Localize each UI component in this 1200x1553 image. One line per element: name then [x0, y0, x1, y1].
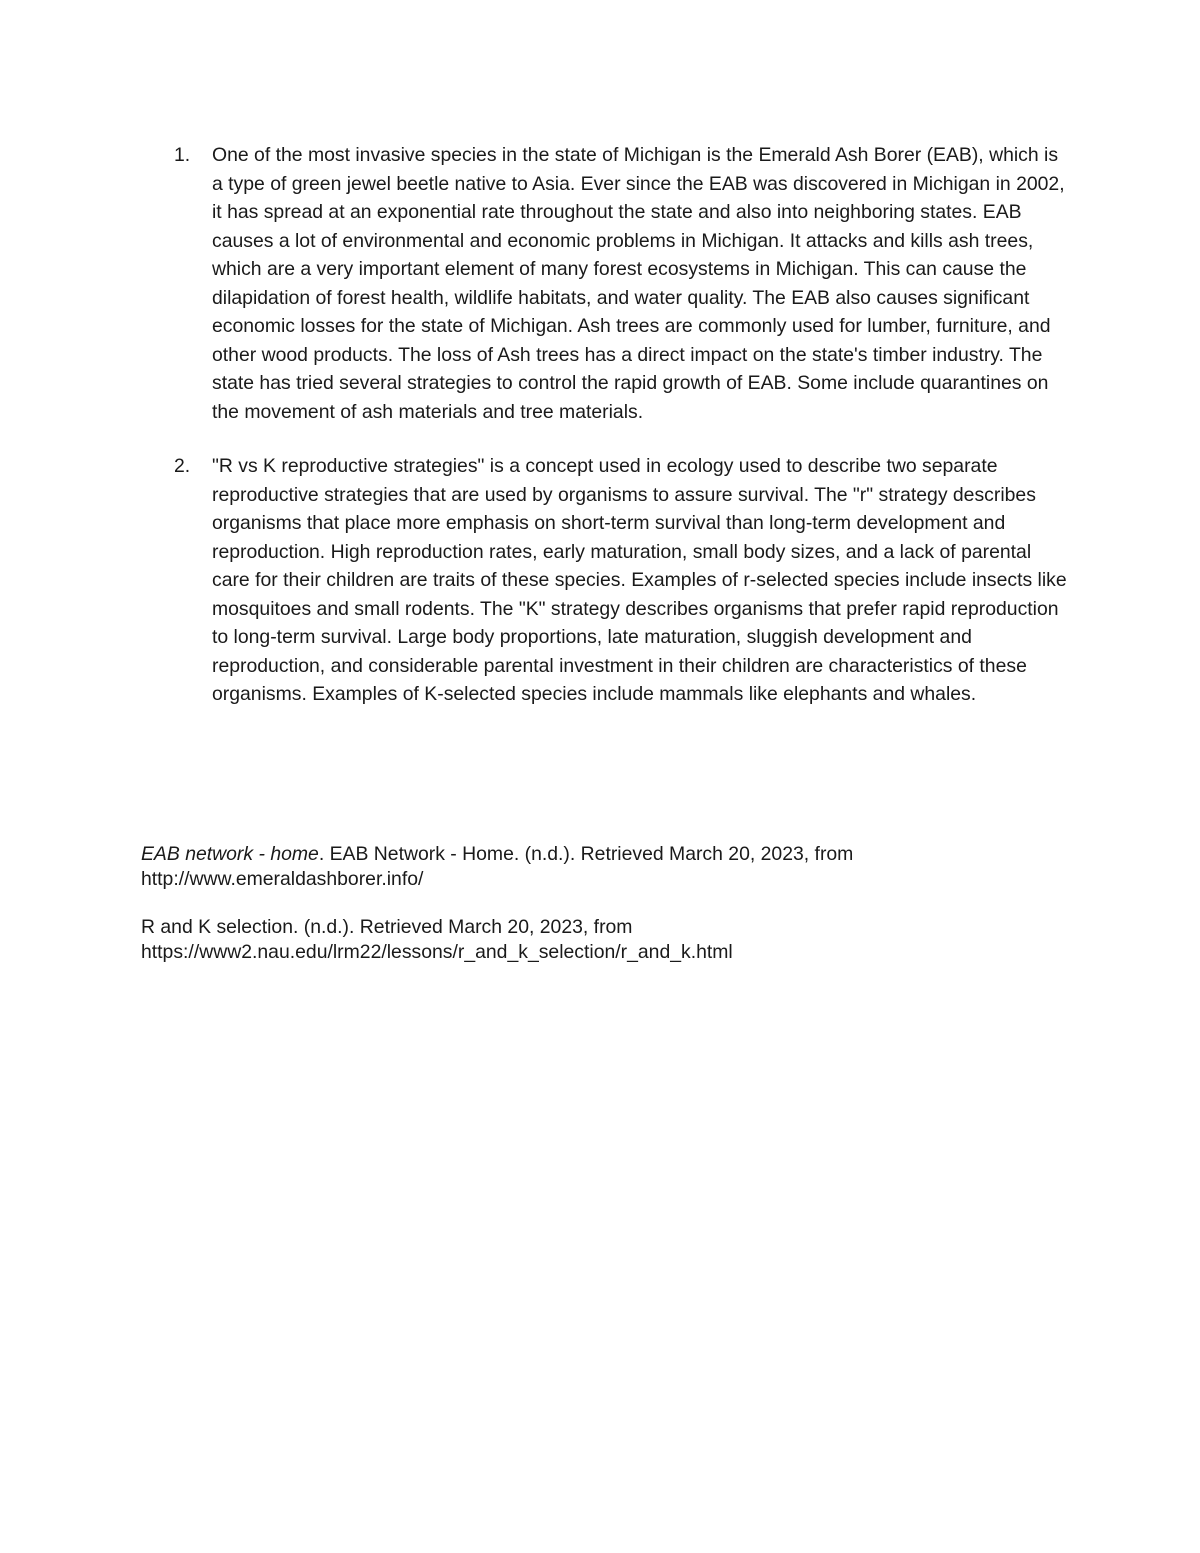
reference-url[interactable]: http://www.emeraldashborer.info/: [141, 867, 424, 890]
reference-title: EAB network - home: [141, 843, 319, 865]
reference-details: R and K selection. (n.d.). Retrieved March 20, 2023, from: [141, 916, 633, 938]
reference-1: [141, 842, 1101, 891]
reference-2: [141, 915, 1101, 964]
answer-number: 2.: [174, 455, 191, 477]
answer-number: 1.: [174, 144, 191, 166]
answer-item-1: [168, 141, 1068, 426]
answer-list: [168, 141, 1068, 735]
answer-text: "R vs K reproductive strategies" is a concept used in ecology used to describe two separate reproductive strategies that are used by organisms to assure survival. The "r" strategy describes organisms that place more emphasis on short-term survival than long-term development and reproduction. High reproduction rates, early maturation, small body sizes, and a lack of parental care for their children are traits of these species. Examples of r-selected species include insects like mosquitoes and small rodents. The "K" strategy describes organisms that prefer rapid reproduction to long-term survival. Large body proportions, late maturation, sluggish development and reproduction, and considerable parental investment in their children are characteristics of these organisms. Examples of K-selected species include mammals like elephants and whales.: [212, 455, 1067, 705]
answer-text: One of the most invasive species in the state of Michigan is the Emerald Ash Borer (EAB), which is a type of green jewel beetle native to Asia. Ever since the EAB was discovered in Michigan in 2002, it has spread at an exponential rate throughout the state and also into neighboring states. EAB causes a lot of environmental and economic problems in Michigan. It attacks and kills ash trees, which are a very important element of many forest ecosystems in Michigan. This can cause the dilapidation of forest health, wildlife habitats, and water quality. The EAB also causes significant economic losses for the state of Michigan. Ash trees are commonly used for lumber, furniture, and other wood products. The loss of Ash trees has a direct impact on the state's timber industry. The state has tried several strategies to control the rapid growth of EAB. Some include quarantines on the movement of ash materials and tree materials.: [212, 144, 1065, 423]
reference-details: . EAB Network - Home. (n.d.). Retrieved March 20, 2023, from: [318, 843, 854, 865]
references-section: [141, 842, 1101, 988]
answer-item-2: [168, 452, 1068, 709]
reference-url[interactable]: https://www2.nau.edu/lrm22/lessons/r_and_k_selection/r_and_k.html: [141, 940, 733, 963]
